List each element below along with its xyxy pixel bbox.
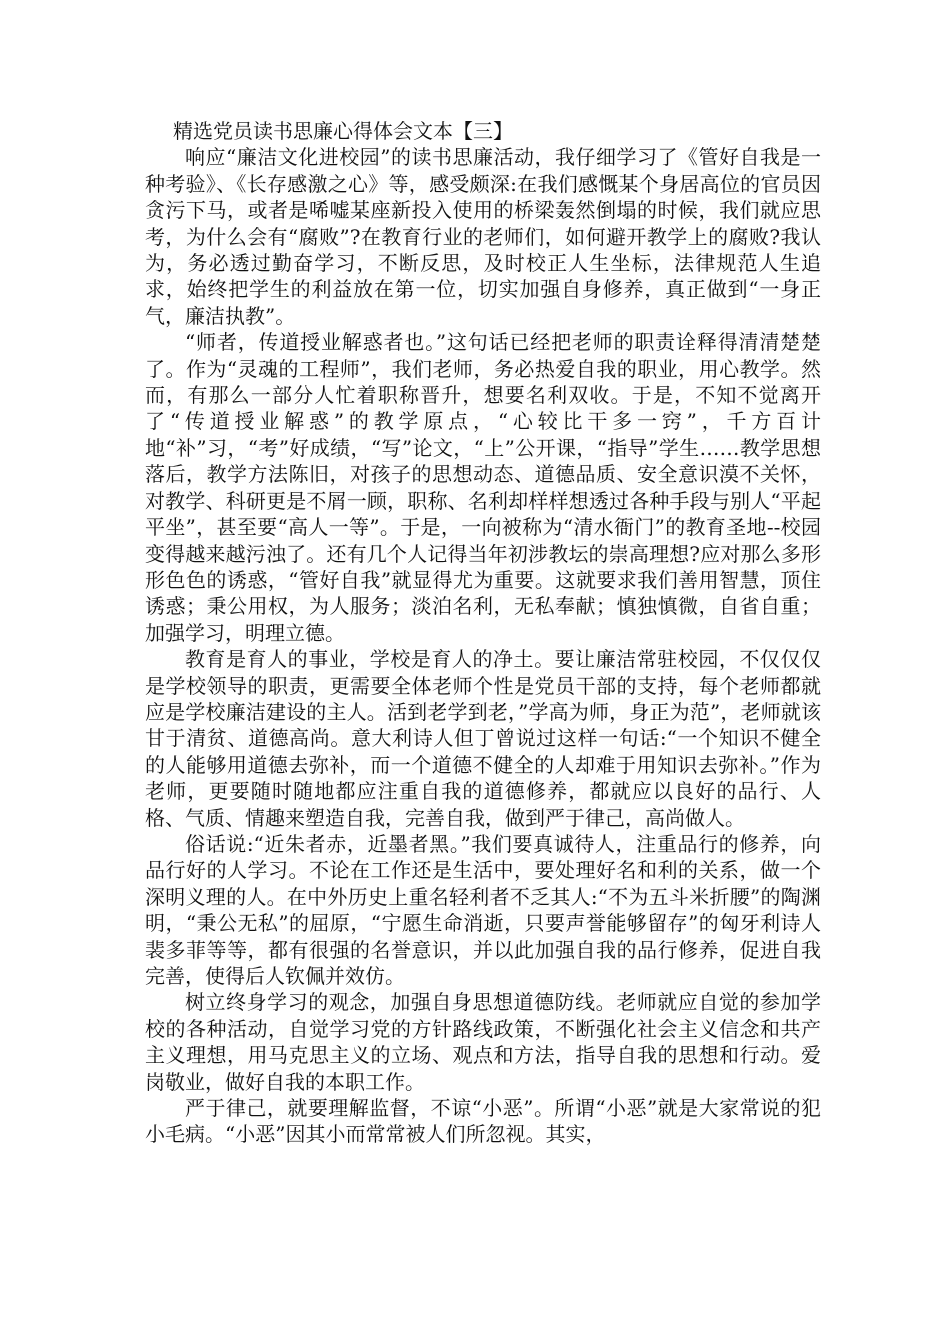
paragraph-4: 俗话说:“近朱者赤，近墨者黑。”我们要真诚待人，注重品行的修养，向品行好的人学习。不论在工作还是生活中，要处理好名和利的关系，做一个深明义理的人。在中外历史上重名轻利者不乏其人:“不为五斗米折腰”的陶渊明，“秉公无私”的屈原，“宁愿生命消逝，只要声誉能够留存”的匈牙利诗人裴多菲等等，都有很强的名誉意识，并以此加强自我的品行修养，促进自我完善，使得后人钦佩并效仿。 [145,831,821,988]
paragraph-2: “师者，传道授业解惑者也。”这句话已经把老师的职责诠释得清清楚楚了。作为“灵魂的工程师”，我们老师，务必热爱自我的职业，用心教学。然而，有那么一部分人忙着职称晋升，想要名利双收。于是，不知不觉离开了“传道授业解惑”的教学原点，“心较比干多一窍”，千方百计地“补”习，“考”好成绩，“写”论文，“上”公开课，“指导”学生……教学思想落后，教学方法陈旧，对孩子的思想动态、道德品质、安全意识漠不关怀，对教学、科研更是不屑一顾，职称、名利却样样想透过各种手段与别人“平起平坐”，甚至要“高人一等”。于是，一向被称为“清水衙门”的教育圣地--校园变得越来越污浊了。还有几个人记得当年初涉教坛的崇高理想?应对那么多形形色色的诱惑，“管好自我”就显得尤为重要。这就要求我们善用智慧，顶住诱惑；秉公用权，为人服务；淡泊名利，无私奉献；慎独慎微，自省自重；加强学习，明理立德。 [145,330,821,645]
document-page [145,118,821,1148]
paragraph-1: 响应“廉洁文化进校园”的读书思廉活动，我仔细学习了《管好自我是一种考验》、《长存感激之心》等，感受颇深:在我们感慨某个身居高位的官员因贪污下马，或者是唏嘘某座新投入使用的桥梁轰然倒塌的时候，我们就应思考，为什么会有“腐败”?在教育行业的老师们，如何避开教学上的腐败?我认为，务必透过勤奋学习，不断反思，及时校正人生坐标，法律规范人生追求，始终把学生的利益放在第一位，切实加强自身修养，真正做到“一身正气，廉洁执教”。 [145,145,821,328]
paragraph-3: 教育是育人的事业，学校是育人的净土。要让廉洁常驻校园，不仅仅仅是学校领导的职责，更需要全体老师个性是党员干部的支持，每个老师都就应是学校廉洁建设的主人。活到老学到老，”学高为师，身正为范”，老师就该甘于清贫、道德高尚。意大利诗人但丁曾说过这样一句话:“一个知识不健全的人能够用道德去弥补，而一个道德不健全的人却难于用知识去弥补。”作为老师，更要随时随地都应注重自我的道德修养，都就应以良好的品行、人格、气质、情趣来塑造自我，完善自我，做到严于律己，高尚做人。 [145,647,821,830]
paragraph-5: 树立终身学习的观念，加强自身思想道德防线。老师就应自觉的参加学校的各种活动，自觉学习党的方针路线政策，不断强化社会主义信念和共产主义理想，用马克思主义的立场、观点和方法，指导自我的思想和行动。爱岗敬业，做好自我的本职工作。 [145,990,821,1094]
document-title: 精选党员读书思廉心得体会文本【三】 [173,119,513,143]
paragraph-6: 严于律己，就要理解监督，不谅“小恶”。所谓“小恶”就是大家常说的犯小毛病。“小恶”因其小而常常被人们所忽视。其实， [145,1096,821,1147]
